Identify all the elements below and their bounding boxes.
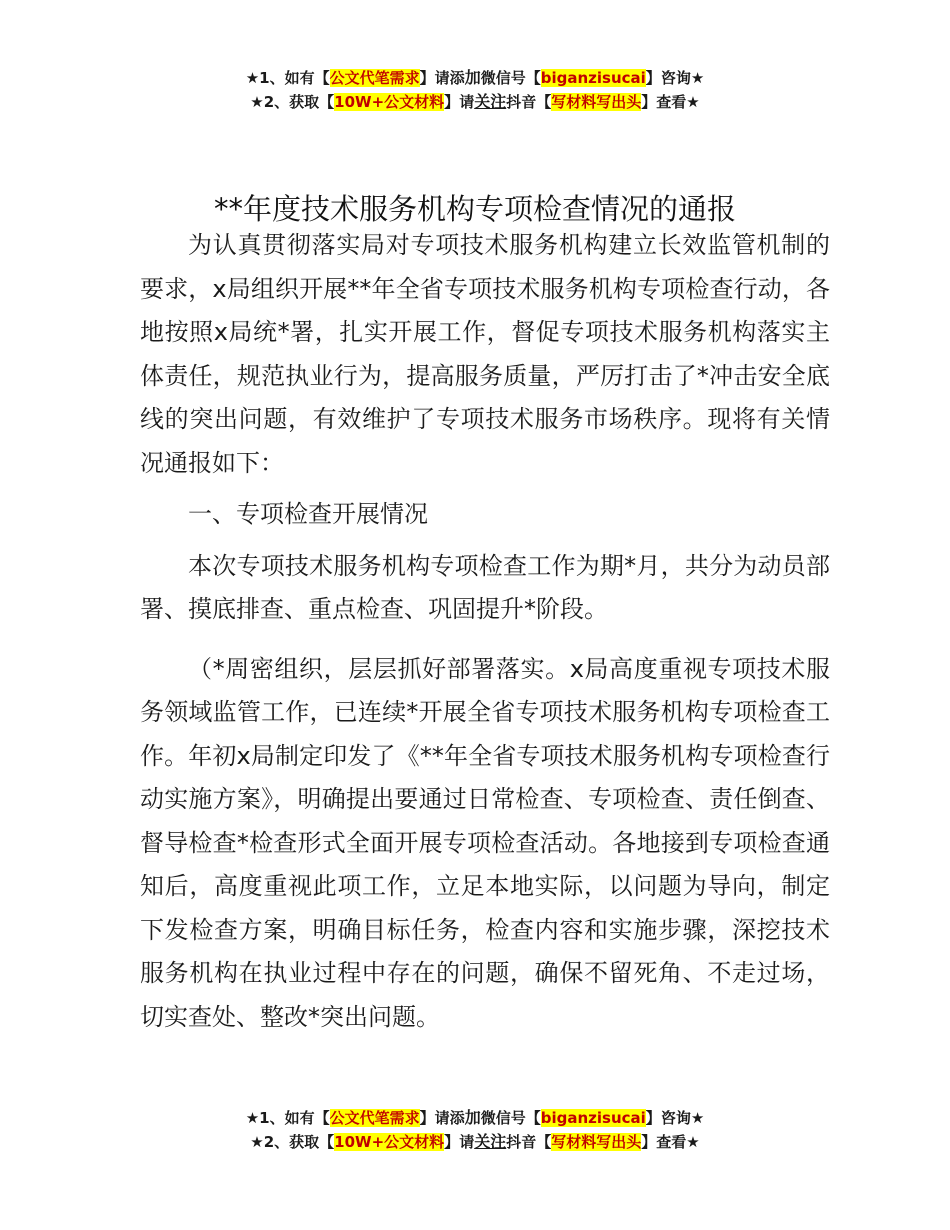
promo-text: 咨询★ [660, 69, 705, 87]
promo-text: 查看★ [656, 93, 700, 111]
promo-line-1 [0, 1106, 950, 1130]
bracket: 】 [419, 69, 435, 87]
promo-text: 请添 [434, 1109, 465, 1127]
douyin-account-highlight: 写材料写出头 [551, 93, 642, 111]
bracket: 【 [319, 93, 335, 111]
promo-text: 查看★ [656, 1133, 700, 1151]
promo-text: 请 [459, 93, 475, 111]
paragraph-organization: （*周密组织，层层抓好部署落实。x局高度重视专项技术服务领域监管工作，已连续*开展全省专项技术服务机构专项检查工作。年初x局制定印发了《**年全省专项技术服务机构专项检查行动实施方案》，明确提出要通过日常检查、专项检查、责任倒查、督导检查*检查形式全面开展专项检查活动。各地接到专项检查通知后，高度重视此项工作，立足本地实际，以问题为导向，制定下发检查方案，明确目标任务，检查内容和实施步骤，深挖技术服务机构在执业过程中存在的问题，确保不留死角、不走过场，切实查处、整改*突出问题。 [140, 654, 830, 1031]
promo-text: ★2、获取 [250, 1133, 320, 1151]
promo-text: 微信号 [480, 69, 526, 87]
bracket: 】 [444, 93, 460, 111]
bracket: 【 [319, 1133, 335, 1151]
promo-banner-bottom [0, 1106, 950, 1154]
promo-text: 抖音 [506, 1133, 537, 1151]
highlight-text: 公文代笔需求 [329, 69, 420, 87]
promo-banner-top [0, 66, 950, 114]
bracket: 】 [419, 1109, 435, 1127]
bracket: 【 [536, 93, 552, 111]
highlight-text: 10W+公文材料 [334, 93, 445, 111]
bracket: 】 [444, 1133, 460, 1151]
bracket: 【 [536, 1133, 552, 1151]
bracket: 】 [641, 93, 657, 111]
promo-text: ★1、如有 [245, 1109, 315, 1127]
paragraph-intro: 为认真贯彻落实局对专项技术服务机构建立长效监管机制的要求，x局组织开展**年全省专项技术服务机构专项检查行动，各地按照x局统*署，扎实开展工作，督促专项技术服务机构落实主体责任，规范执业行为，提高服务质量，严厉打击了*冲击安全底线的突出问题，有效维护了专项技术服务市场秩序。现将有关情况通报如下： [140, 231, 830, 477]
promo-text: 加 [464, 1108, 481, 1127]
paragraph-overview: 本次专项技术服务机构专项检查工作为期*月，共分为动员部署、摸底排查、重点检查、巩固提升*阶段。 [140, 551, 830, 623]
document-body [140, 224, 830, 1039]
bracket: 【 [525, 1109, 541, 1127]
promo-text: 咨询★ [660, 1109, 705, 1127]
bracket: 【 [525, 69, 541, 87]
section-heading-1: 一、专项检查开展情况 [188, 500, 428, 528]
bracket: 】 [645, 69, 661, 87]
douyin-account-highlight: 写材料写出头 [551, 1133, 642, 1151]
wechat-id-highlight: biganzisucai [540, 69, 646, 87]
highlight-text: 公文代笔需求 [329, 1109, 420, 1127]
bracket: 【 [314, 69, 330, 87]
promo-line-1 [0, 66, 950, 90]
promo-line-2 [0, 1130, 950, 1154]
promo-text: ★1、如有 [245, 69, 315, 87]
promo-text-underlined: 关注 [474, 1132, 507, 1151]
promo-text: 请添 [434, 69, 465, 87]
promo-text: 微信号 [480, 1109, 526, 1127]
promo-text: ★2、获取 [250, 93, 320, 111]
promo-text: 加 [464, 68, 481, 87]
promo-text: 请 [459, 1133, 475, 1151]
bracket: 】 [645, 1109, 661, 1127]
promo-text: 抖音 [506, 93, 537, 111]
wechat-id-highlight: biganzisucai [540, 1109, 646, 1127]
promo-text-underlined: 关注 [474, 92, 507, 111]
bracket: 】 [641, 1133, 657, 1151]
promo-line-2 [0, 90, 950, 114]
highlight-text: 10W+公文材料 [334, 1133, 445, 1151]
bracket: 【 [314, 1109, 330, 1127]
document-title: **年度技术服务机构专项检查情况的通报 [213, 192, 736, 227]
